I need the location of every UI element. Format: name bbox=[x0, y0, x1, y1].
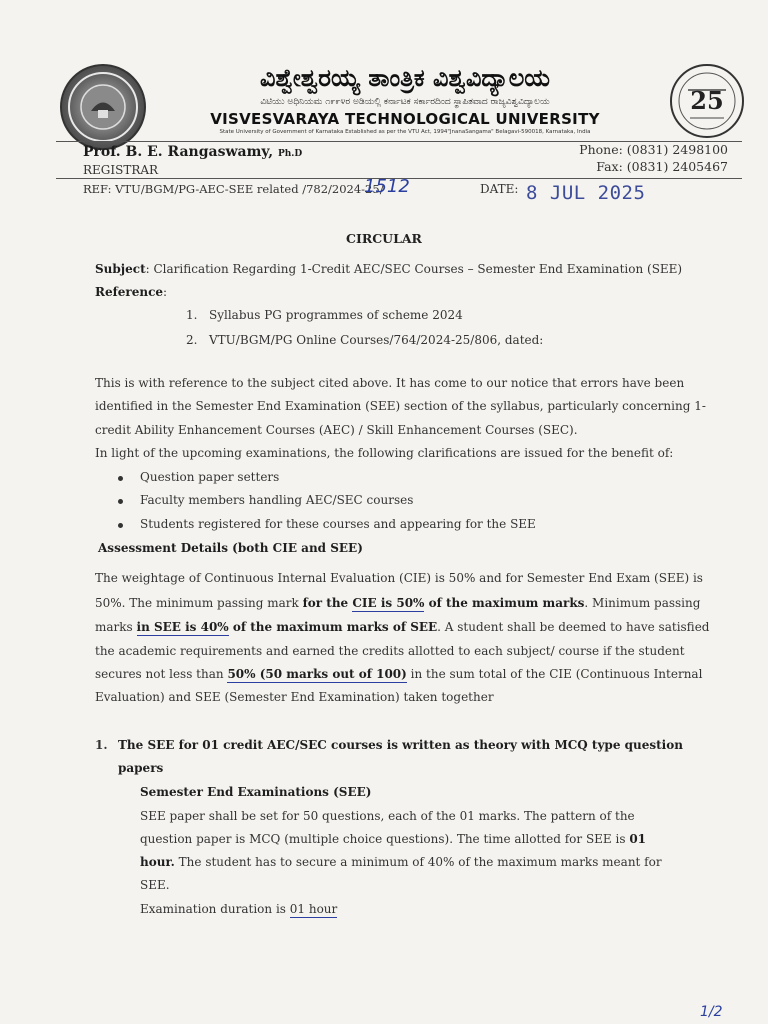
text-span: . A student shall be deemed to have satisfied bbox=[437, 620, 710, 634]
ref-item-text: VTU/BGM/PG Online Courses/764/2024-25/806, dated: bbox=[209, 333, 544, 347]
reference-heading bbox=[95, 285, 167, 299]
assessment-line: the academic requirements and earned the credits allotted to each subject/ course if the student bbox=[95, 644, 685, 658]
assessment-line: The weightage of Continuous Internal Evaluation (CIE) is 50% and for Semester End Exam (SEE) is bbox=[95, 571, 703, 585]
underlined-50-marks: 50% (50 marks out of 100) bbox=[227, 667, 407, 681]
paragraph-line: identified in the Semester End Examination (SEE) section of the syllabus, particularly concerning 1- bbox=[95, 399, 706, 413]
text-span: Examination duration is bbox=[140, 902, 290, 916]
page-number-mark: 1/2 bbox=[700, 1004, 723, 1020]
text-span: 50%. The minimum passing mark bbox=[95, 596, 303, 610]
registrar-role: REGISTRAR bbox=[83, 163, 159, 177]
ref-item-text: Syllabus PG programmes of scheme 2024 bbox=[209, 308, 463, 322]
bold-span: hour. bbox=[140, 855, 175, 869]
paragraph-line: credit Ability Enhancement Courses (AEC) / Skill Enhancement Courses (SEC). bbox=[95, 423, 578, 437]
registrar-degree: Ph.D bbox=[277, 149, 303, 159]
kannada-university-title: ವಿಶ್ವೇಶ್ವರಯ್ಯ ತಾಂತ್ರಿಕ ವಿಶ್ವವಿದ್ಯಾಲಯ bbox=[260, 64, 550, 92]
bullet-dot bbox=[118, 499, 123, 504]
bold-span: of the maximum marks bbox=[424, 596, 585, 610]
bold-span: of the maximum marks of SEE bbox=[228, 620, 438, 634]
bullet-item: Faculty members handling AEC/SEC courses bbox=[140, 493, 414, 507]
bold-span: 01 bbox=[629, 832, 647, 846]
text-span: . Minimum passing bbox=[584, 596, 701, 610]
paragraph-line: This is with reference to the subject cited above. It has come to our notice that errors have been bbox=[95, 376, 685, 390]
date-label: DATE: bbox=[480, 182, 519, 196]
logo-25-text: 25 bbox=[690, 86, 724, 115]
handwritten-reference-number: 1512 bbox=[364, 176, 410, 197]
text-span: secures not less than bbox=[95, 667, 228, 681]
see-subheading: Semester End Examinations (SEE) bbox=[140, 785, 372, 799]
see-paragraph-line: SEE. bbox=[140, 878, 170, 892]
registrar-name bbox=[83, 144, 302, 160]
anniversary-25-logo bbox=[668, 62, 746, 140]
university-name: VISVESVARAYA TECHNOLOGICAL UNIVERSITY bbox=[210, 110, 600, 128]
kannada-subtitle: ವಿಟಿಯು ಅಧಿನಿಯಮ ೧೯೯೪ರ ಅಡಿಯಲ್ಲಿ ಕರ್ನಾಟಕ ಸರ್ಕಾರದಿಂದ ಸ್ಥಾಪಿತವಾದ ರಾಜ್ಯವಿಶ್ವವಿದ್ಯಾಲಯ bbox=[260, 97, 550, 107]
see-paragraph-line bbox=[140, 902, 337, 916]
reference-number: REF: VTU/BGM/PG-AEC-SEE related /782/2024-25/ bbox=[83, 182, 384, 196]
subject-line bbox=[95, 262, 682, 276]
text-span: marks bbox=[95, 620, 137, 634]
section-number: 1. bbox=[95, 738, 108, 752]
university-establishment-line: State University of Government of Karnataka Established as per the VTU Act, 1994"JnanaSangama" Belagavi-590018, Karnataka, India bbox=[219, 129, 591, 135]
assessment-line bbox=[95, 620, 709, 634]
underlined-duration: 01 hour bbox=[289, 902, 338, 916]
bold-span: for the bbox=[302, 596, 353, 610]
bullet-item: Question paper setters bbox=[140, 470, 280, 484]
ref-item-number: 2. bbox=[186, 333, 198, 347]
subject-text: : Clarification Regarding 1-Credit AEC/SEC Courses – Semester End Examination (SEE) bbox=[145, 262, 683, 276]
assessment-line bbox=[95, 596, 700, 610]
section-title: The SEE for 01 credit AEC/SEC courses is written as theory with MCQ type question bbox=[118, 738, 683, 752]
assessment-line bbox=[95, 667, 702, 681]
text-span: The student has to secure a minimum of 40% of the maximum marks meant for bbox=[174, 855, 662, 869]
see-paragraph-line bbox=[140, 855, 662, 869]
text-span: in the sum total of the CIE (Continuous Internal bbox=[406, 667, 703, 681]
assessment-line: Evaluation) and SEE (Semester End Examination) taken together bbox=[95, 690, 494, 704]
circular-heading: CIRCULAR bbox=[346, 231, 422, 246]
text-span: question paper is MCQ (multiple choice questions). The time allotted for SEE is bbox=[140, 832, 630, 846]
phone-number: Phone: (0831) 2498100 bbox=[579, 142, 728, 157]
bullet-dot bbox=[118, 523, 123, 528]
bullet-dot bbox=[118, 476, 123, 481]
underlined-cie-50: CIE is 50% bbox=[352, 596, 425, 610]
underlined-see-40: in SEE is 40% bbox=[136, 620, 229, 634]
ref-item-number: 1. bbox=[186, 308, 198, 322]
registrar-name-text: Prof. B. E. Rangaswamy, bbox=[83, 144, 274, 160]
section-title: papers bbox=[118, 761, 164, 775]
fax-number: Fax: (0831) 2405467 bbox=[596, 159, 728, 174]
date-stamp: 8 JUL 2025 bbox=[526, 182, 646, 204]
paragraph-line: In light of the upcoming examinations, the following clarifications are issued for the benefit of: bbox=[95, 446, 674, 460]
vtu-emblem-logo bbox=[60, 64, 146, 150]
bullet-item: Students registered for these courses and appearing for the SEE bbox=[140, 517, 536, 531]
reference-colon: : bbox=[163, 285, 168, 299]
see-paragraph-line bbox=[140, 832, 646, 846]
see-paragraph-line: SEE paper shall be set for 50 questions, each of the 01 marks. The pattern of the bbox=[140, 809, 635, 823]
assessment-heading: Assessment Details (both CIE and SEE) bbox=[98, 541, 363, 555]
subject-label: Subject bbox=[95, 262, 146, 276]
reference-label: Reference bbox=[95, 285, 164, 299]
